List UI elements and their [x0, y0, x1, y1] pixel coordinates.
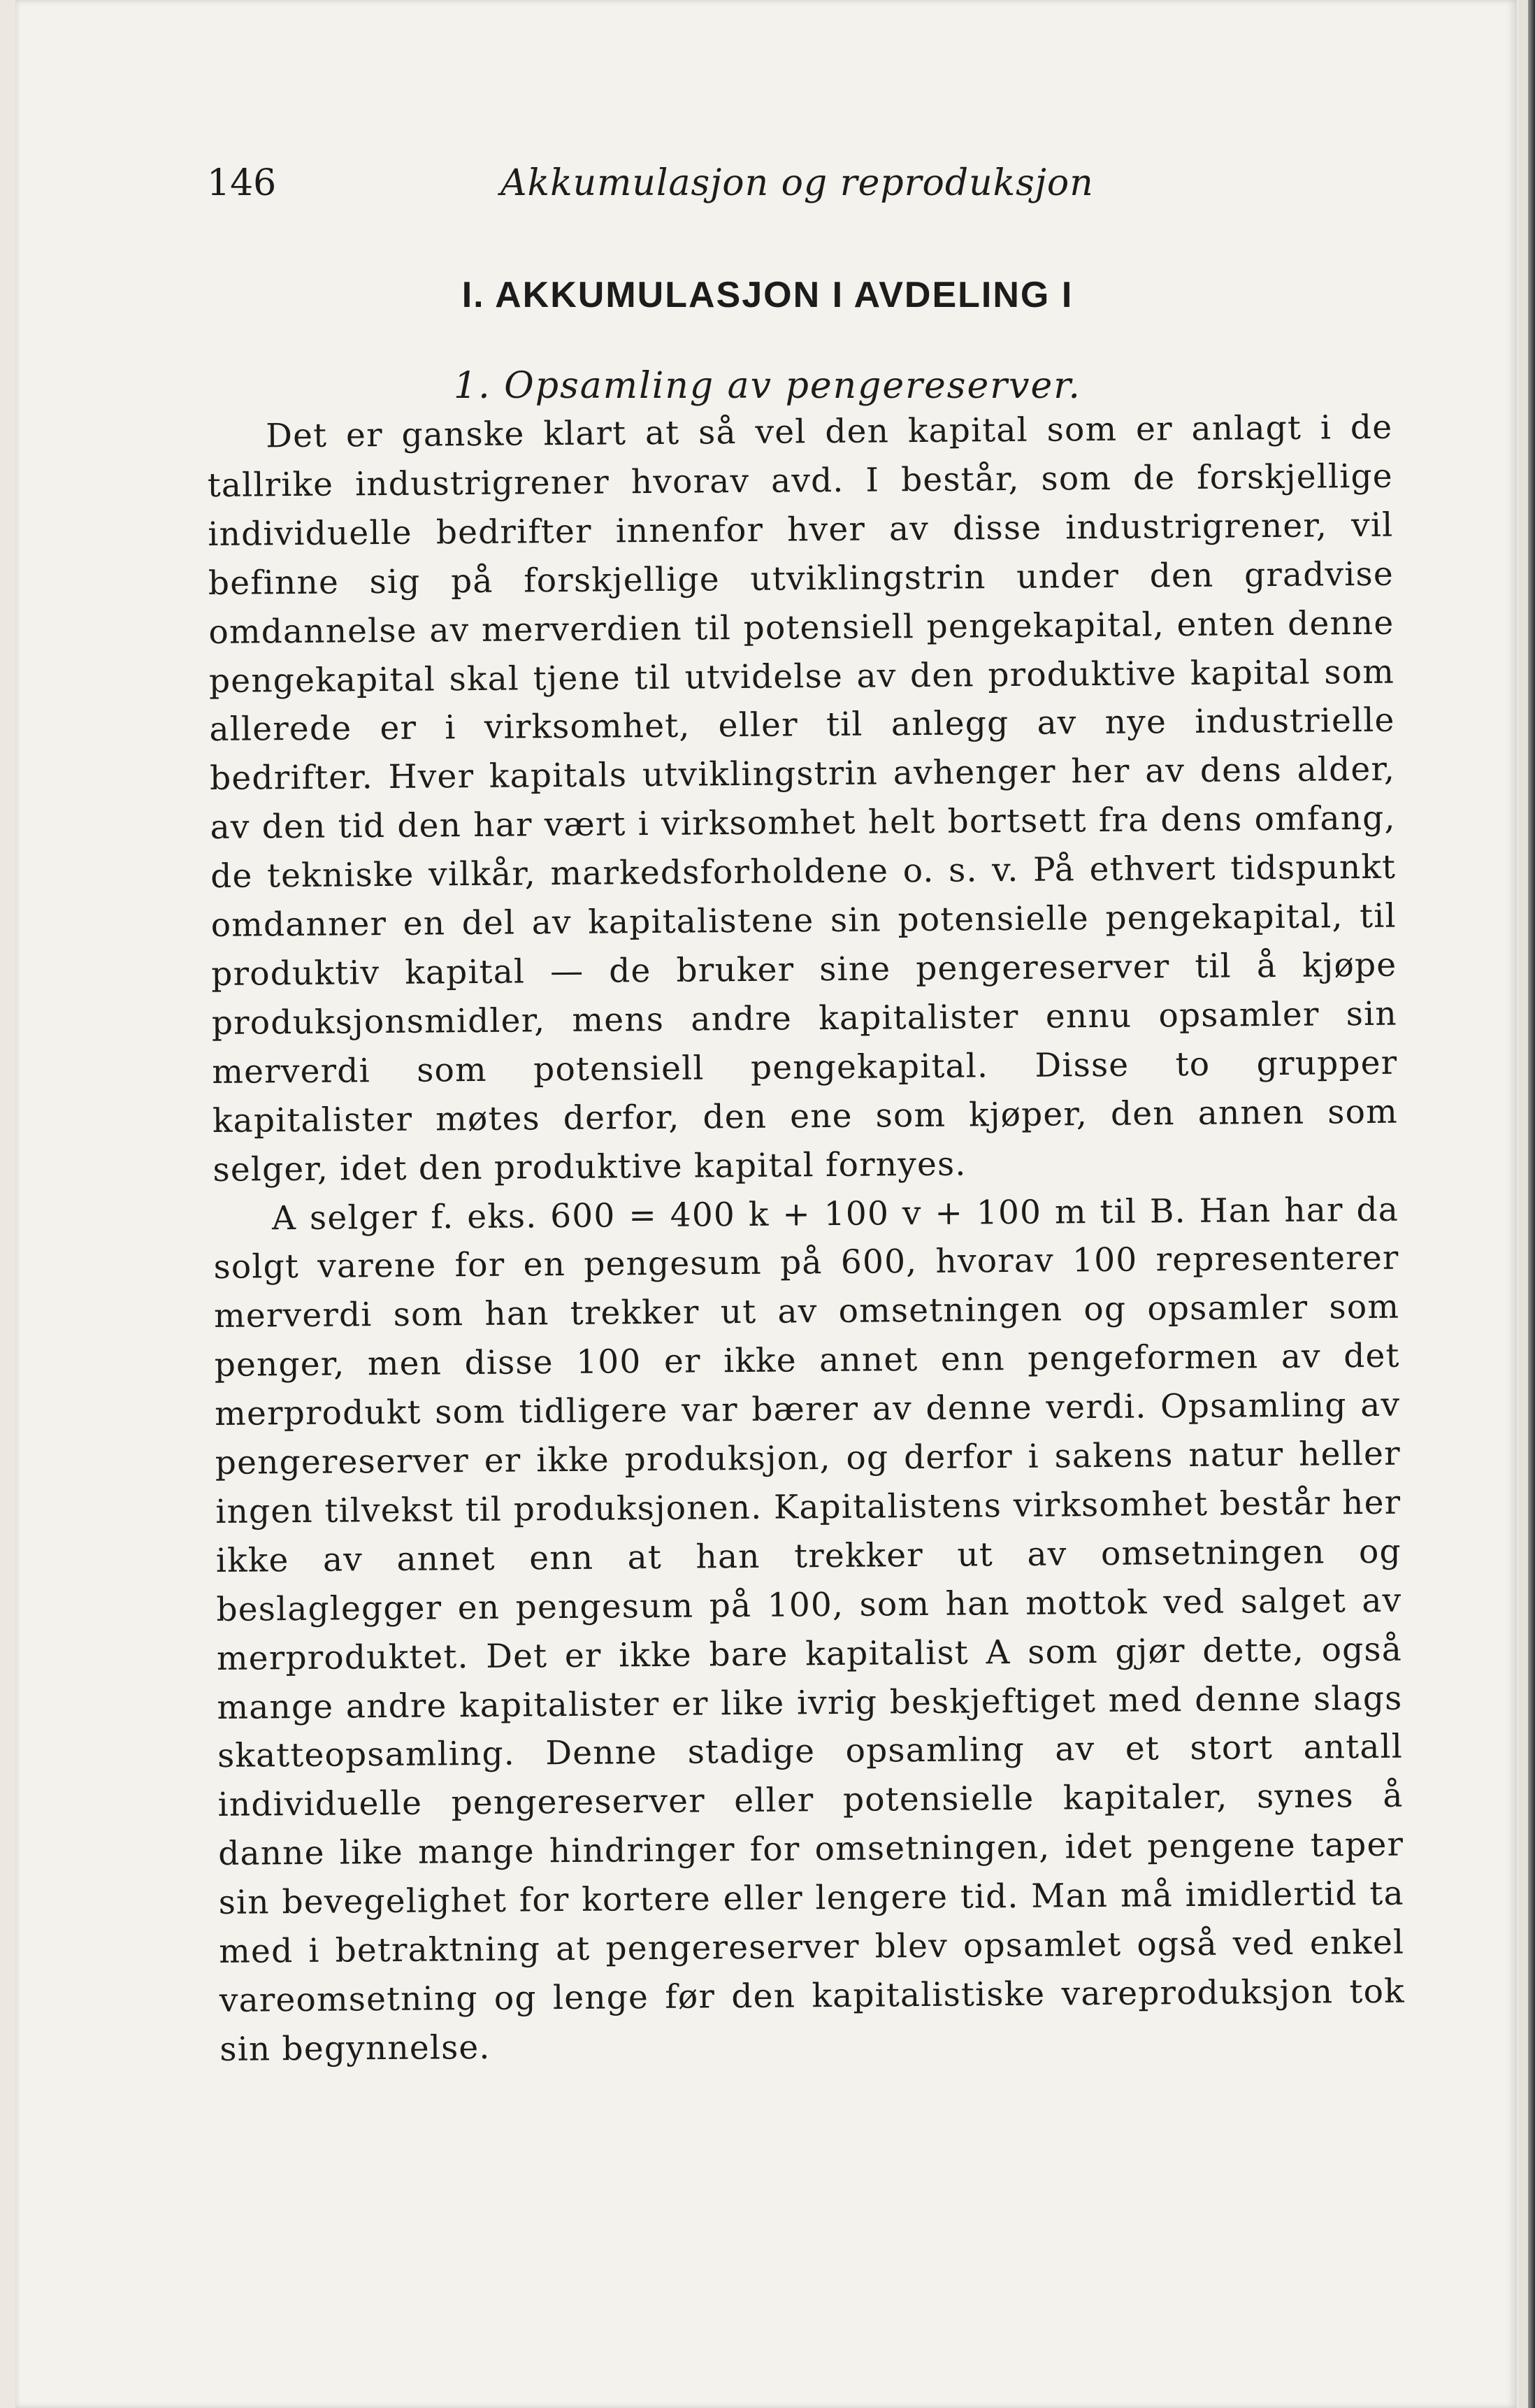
subsection-heading: 1. Opsamling av pengereserver.	[454, 365, 1081, 407]
scan-border	[1528, 0, 1535, 2408]
page-number: 146	[207, 162, 277, 204]
paragraph: A selger f. eks. 600 = 400 k + 100 v + 100 m til B. Han har da solgt varene for en pengesum på 600, hvorav 100 representerer merverdi som han trekker ut av omsetningen og opsamler som penger, men disse 100 er ikke annet enn pengeformen av det merprodukt som tidligere var bærer av denne verdi. Opsamling av pengereserver er ikke produksjon, og derfor i sakens natur heller ingen tilvekst til produksjonen. Kapitalistens virksomhet består her ikke av annet enn at han trekker ut av omsetningen og beslaglegger en pengesum på 100, som han mottok ved salget av merproduktet. Det er ikke bare kapitalist A som gjør dette, også mange andre kapitalister er like ivrig beskjeftiget med denne slags skatteopsamling. Denne stadige opsamling av et stort antall individuelle pengereserver eller potensielle kapitaler, synes å danne like mange hindringer for omsetningen, idet pengene taper sin bevegelighet for kortere eller lengere tid. Man må imidlertid ta med i betraktning at pengereserver blev opsamlet også ved enkel vareomsetning og lenge før den kapitalistiske vareproduksjon tok sin begynnelse.	[213, 1190, 1406, 2069]
body-text	[207, 403, 1406, 2074]
running-title: Akkumulasjon og reproduksjon	[500, 162, 1094, 204]
section-heading: I. AKKUMULASJON I AVDELING I	[461, 275, 1074, 315]
running-head	[207, 162, 1395, 211]
paragraph: Det er ganske klart at så vel den kapital som er anlagt i de tallrike industrigrener hvorav avd. I består, som de forskjellige individuelle bedrifter innenfor hver av disse industrigrener, vil befinne sig på forskjellige utviklingstrin under den gradvise omdannelse av merverdien til potensiell pengekapital, enten denne pengekapital skal tjene til utvidelse av den produktive kapital som allerede er i virksomhet, eller til anlegg av nye industrielle bedrifter. Hver kapitals utviklingstrin avhenger her av dens alder, av den tid den har vært i virksomhet helt bortsett fra dens omfang, de tekniske vilkår, markedsforholdene o. s. v. På ethvert tidspunkt omdanner en del av kapitalistene sin potensielle pengekapital, til produktiv kapital — de bruker sine pengereserver til å kjøpe produksjonsmidler, mens andre kapitalister ennu opsamler sin merverdi som potensiell pengekapital. Disse to grupper kapitalister møtes derfor, den ene som kjøper, den annen som selger, idet den produktive kapital fornyes.	[207, 408, 1399, 1189]
next-page-edge	[1518, 0, 1528, 2408]
